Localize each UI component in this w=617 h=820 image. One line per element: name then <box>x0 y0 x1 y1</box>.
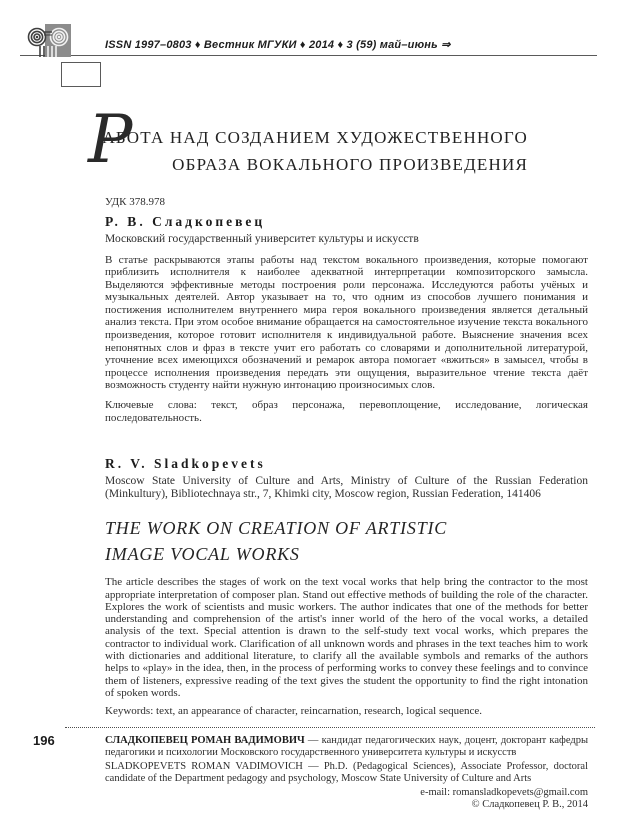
logo-frame <box>61 62 101 87</box>
title-line-2: ОБРАЗА ВОКАЛЬНОГО ПРОИЗВЕДЕНИЯ <box>172 155 528 174</box>
journal-issn-line: ISSN 1997–0803 ♦ Вестник МГУКИ ♦ 2014 ♦ 3 (59) май–июнь ⇒ <box>105 39 451 51</box>
footer-author-degree-en: — Ph.D. (Pedagogical Sciences), Associate Professor, doctoral candidate of the Department pedagogy and psychology, Moscow State University of Culture and Arts <box>105 760 588 784</box>
abstract-ru: В статье раскрываются этапы работы над текстом вокального произведения, которые помогают приблизить исполнителя к наиболее адекватной интерпретации композиторского замысла. Выделяются эффективные методы построения роли персонажа. Исследуются работы учёных и музыкальных деятелей. Автор указывает на то, что одним из способов лучшего понимания и постижения исполнителем внутреннего мира героя вокального произведения является детальный анализ текста. При этом особое внимание обращается на самостоятельное изучение текста вокального произведения, которое готовит исполнителя к индивидуальной работе. Выяснение значения всех непонятных слов и фраз в тексте учит его работать со словарями и дополнительной литературой, уточнение всех имеющихся обозначений и ремарок автора помогает «вжиться» в замысел, чтобы в процессе исполнения произведения передать эти ощущения, выразительное чтение текста даёт возможность студенту найти нужную интонацию произносимых слов. <box>105 253 588 392</box>
keywords-ru: Ключевые слова: текст, образ персонажа, перевоплощение, исследование, логическая последовательность. <box>105 399 588 424</box>
article-title <box>88 101 528 178</box>
author-name-ru: Р. В. Сладкопевец <box>105 214 266 229</box>
affiliation-ru: Московский государственный университет культуры и искусств <box>105 233 419 245</box>
main-column <box>105 196 588 811</box>
article-title-en <box>105 515 588 567</box>
title-line-1: АБОТА НАД СОЗДАНИЕМ ХУДОЖЕСТВЕННОГО <box>102 128 528 147</box>
keywords-en: Keywords: text, an appearance of character, reincarnation, research, logical sequence. <box>105 705 483 718</box>
title-en-line-2: IMAGE VOCAL WORKS <box>105 544 300 565</box>
footer-author-name-en: SLADKOPEVETS ROMAN VADIMOVICH <box>105 760 303 772</box>
title-en-line-1: THE WORK ON CREATION OF ARTISTIC <box>105 518 448 539</box>
abstract-en: The article describes the stages of work on the text vocal works that help bring the contractor to the most appropriate interpretation of composer plan. Stand out effective methods of building the role of the character. Explores the work of scientists and music workers. The author indicates that one of the methods for better understanding and comprehension of the artist's inner world of the hero of the vocal works, a detailed analysis of the text. Special attention is drawn to the self-study text vocal works, which prepares the contractor to individual work. Clarification of all unknown words and phrases in the text teaches him to work with dictionaries and additional literature, to clarify all the available symbols and remarks of the authors helps to «play» in the idea, then, in the process of performing works to convey these feelings and to convince them of listeners, expressive reading of the text gives the student the opportunity to find the right intonation of spoken words. <box>105 576 588 699</box>
ionic-column-capital-icon <box>25 22 75 64</box>
footer-author-name-ru: СЛАДКОПЕВЕЦ РОМАН ВАДИМОВИЧ <box>105 734 305 746</box>
footer-author-info-ru <box>105 735 588 759</box>
author-email: e-mail: romansladkopevets@gmail.com <box>420 786 588 798</box>
footer-author-info-en <box>105 761 588 785</box>
header-rule <box>20 55 597 56</box>
title-drop-cap: Р <box>88 101 134 178</box>
journal-logo <box>25 22 75 64</box>
footer-dotted-separator <box>65 727 595 728</box>
author-name-en: R. V. Sladkopevets <box>105 456 266 472</box>
affiliation-en: Moscow State University of Culture and Arts, Ministry of Culture of the Russian Federation (Minkultury), Bibliotechnaya str., 7, Khimki city, Moscow region, Russian Federation, 141406 <box>105 475 588 500</box>
copyright-line: © Сладкопевец Р. В., 2014 <box>471 798 588 810</box>
page-number: 196 <box>33 733 55 748</box>
footer-author-degree-ru: — кандидат педагогических наук, доцент, докторант кафедры педагогики и психологии Московского государственного университета культуры и искусств <box>105 734 588 758</box>
udc-code: УДК 378.978 <box>105 196 166 208</box>
